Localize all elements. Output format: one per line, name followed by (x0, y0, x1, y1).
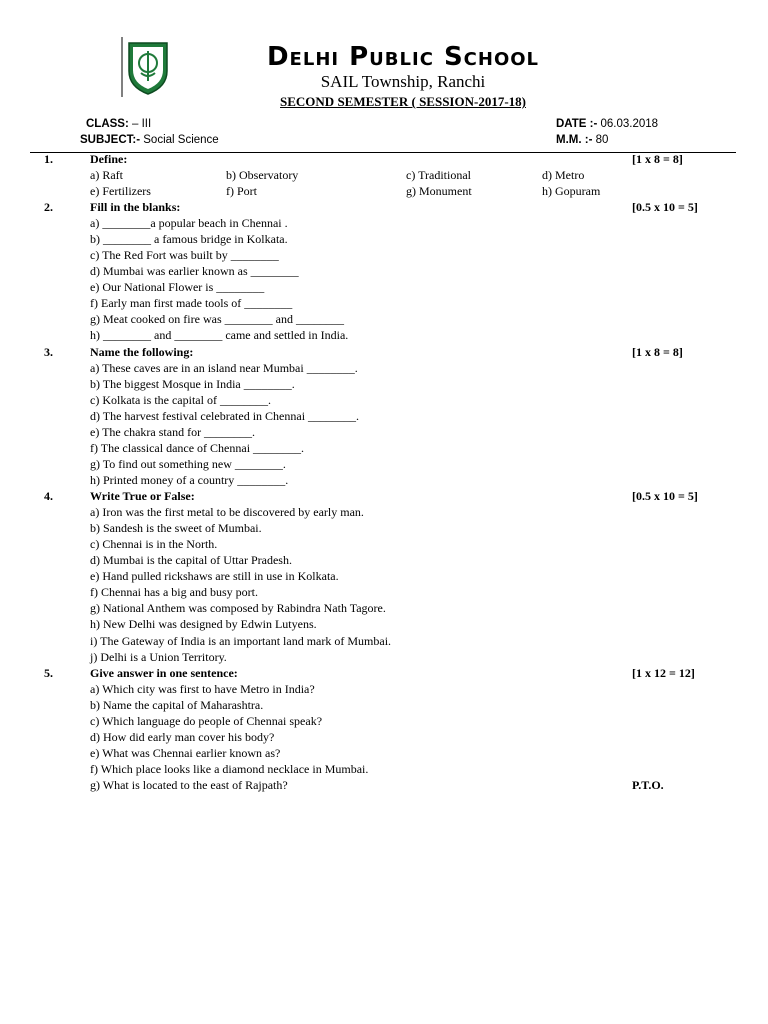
fill-blank-item: e) Our National Flower is ________ (90, 280, 265, 294)
pto-label: P.T.O. (632, 778, 664, 792)
fill-blank-item: d) Mumbai was earlier known as ________ (90, 264, 299, 278)
question-marks: [0.5 x 10 = 5] (632, 489, 698, 503)
date-field (556, 118, 658, 130)
define-item: d) Metro (542, 168, 585, 182)
question-number: 1. (44, 152, 53, 166)
school-name: Delhi Public School (266, 42, 540, 72)
short-answer-item: g) What is located to the east of Rajpath? (90, 778, 288, 792)
question-number: 4. (44, 489, 53, 503)
true-false-item: e) Hand pulled rickshaws are still in use in Kolkata. (90, 569, 339, 583)
true-false-item: f) Chennai has a big and busy port. (90, 585, 258, 599)
define-item: h) Gopuram (542, 184, 601, 198)
true-false-item: b) Sandesh is the sweet of Mumbai. (90, 521, 262, 535)
name-item: f) The classical dance of Chennai ________. (90, 441, 305, 455)
header-divider (30, 152, 736, 153)
fill-blank-item: b) ________ a famous bridge in Kolkata. (90, 232, 288, 246)
name-item: g) To find out something new ________. (90, 457, 286, 471)
question-title: Write True or False: (90, 489, 195, 503)
name-item: c) Kolkata is the capital of ________. (90, 393, 271, 407)
short-answer-item: a) Which city was first to have Metro in India? (90, 682, 315, 696)
max-marks-value: 80 (592, 134, 609, 146)
define-item: e) Fertilizers (90, 184, 151, 198)
true-false-item: i) The Gateway of India is an important land mark of Mumbai. (90, 634, 392, 648)
question-marks: [1 x 12 = 12] (632, 666, 695, 680)
short-answer-item: e) What was Chennai earlier known as? (90, 746, 281, 760)
short-answer-item: b) Name the capital of Maharashtra. (90, 698, 264, 712)
question-title: Give answer in one sentence: (90, 666, 238, 680)
subject-field (80, 134, 219, 146)
define-item: b) Observatory (226, 168, 299, 182)
fill-blank-item: g) Meat cooked on fire was ________ and ________ (90, 312, 344, 326)
true-false-item: j) Delhi is a Union Territory. (90, 650, 227, 664)
fill-blank-item: f) Early man first made tools of ________ (90, 296, 293, 310)
name-item: b) The biggest Mosque in India ________. (90, 377, 295, 391)
true-false-item: a) Iron was the first metal to be discovered by early man. (90, 505, 364, 519)
question-marks: [1 x 8 = 8] (632, 345, 683, 359)
name-item: h) Printed money of a country ________. (90, 473, 289, 487)
question-title: Fill in the blanks: (90, 200, 181, 214)
true-false-item: d) Mumbai is the capital of Uttar Pradesh. (90, 553, 292, 567)
semester-title: SECOND SEMESTER ( SESSION-2017-18) (280, 94, 526, 109)
class-value: – III (128, 118, 152, 130)
define-item: f) Port (226, 184, 257, 198)
fill-blank-item: a) ________a popular beach in Chennai . (90, 216, 288, 230)
date-value: 06.03.2018 (597, 118, 659, 130)
class-field (86, 118, 151, 130)
question-marks: [1 x 8 = 8] (632, 152, 683, 166)
name-item: d) The harvest festival celebrated in Chennai ________. (90, 409, 360, 423)
date-label: DATE :- (556, 118, 598, 130)
school-location: SAIL Township, Ranchi (320, 72, 486, 91)
define-item: g) Monument (406, 184, 472, 198)
fill-blank-item: h) ________ and ________ came and settled in India. (90, 328, 349, 342)
question-title: Name the following: (90, 345, 194, 359)
max-marks-label: M.M. :- (556, 134, 593, 146)
name-item: e) The chakra stand for ________. (90, 425, 256, 439)
fill-blank-item: c) The Red Fort was built by ________ (90, 248, 279, 262)
short-answer-item: f) Which place looks like a diamond necklace in Mumbai. (90, 762, 369, 776)
define-item: a) Raft (90, 168, 123, 182)
max-marks-field (556, 134, 608, 146)
subject-label: SUBJECT:- (80, 134, 141, 146)
true-false-item: g) National Anthem was composed by Rabindra Nath Tagore. (90, 601, 386, 615)
define-item: c) Traditional (406, 168, 471, 182)
question-number: 5. (44, 666, 53, 680)
question-number: 3. (44, 345, 53, 359)
true-false-item: c) Chennai is in the North. (90, 537, 218, 551)
class-label: CLASS: (86, 118, 129, 130)
question-marks: [0.5 x 10 = 5] (632, 200, 698, 214)
true-false-item: h) New Delhi was designed by Edwin Lutyens. (90, 617, 317, 631)
name-item: a) These caves are in an island near Mumbai ________. (90, 361, 358, 375)
subject-value: Social Science (140, 134, 219, 146)
question-title: Define: (90, 152, 128, 166)
question-number: 2. (44, 200, 53, 214)
short-answer-item: d) How did early man cover his body? (90, 730, 275, 744)
short-answer-item: c) Which language do people of Chennai speak? (90, 714, 323, 728)
